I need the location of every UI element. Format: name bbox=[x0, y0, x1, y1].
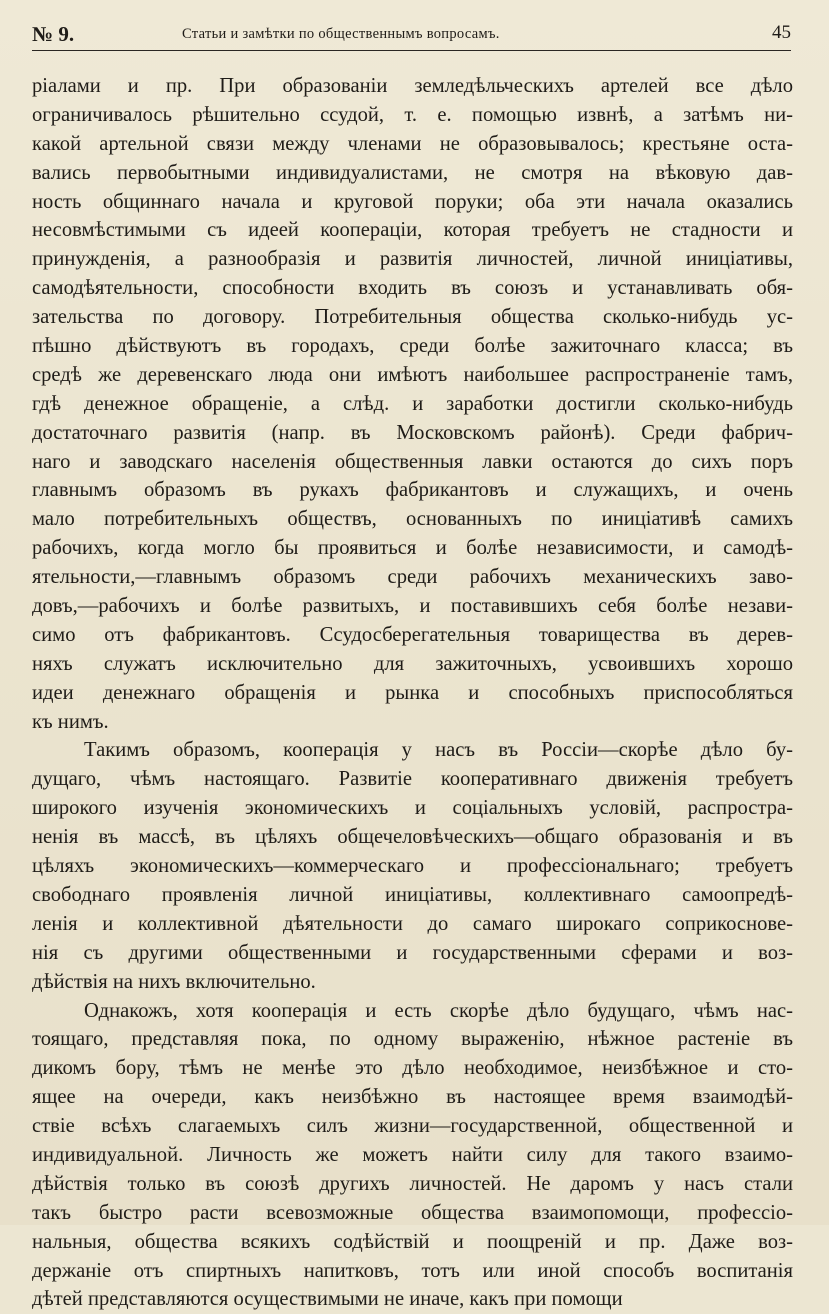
text-line: ность общиннаго начала и круговой поруки; оба эти начала оказались bbox=[32, 188, 793, 217]
text-line: несовмѣстимыми съ идеей кооперацiи, которая требуетъ не стадности и bbox=[32, 216, 793, 245]
text-line: нальныя, общества всякихъ содѣйствій и поощреній и пр. Даже воз- bbox=[32, 1228, 793, 1257]
text-line: ятельности,—главнымъ образомъ среди рабочихъ механическихъ заво- bbox=[32, 563, 793, 592]
paragraph bbox=[32, 736, 793, 996]
text-line: зательства по договору. Потребительныя общества сколько-нибудь ус- bbox=[32, 303, 793, 332]
text-line: ненія въ массѣ, въ цѣляхъ общечеловѣческихъ—общаго образованія и въ bbox=[32, 823, 793, 852]
text-line: идеи денежнаго обращенія и рынка и способныхъ приспособляться bbox=[32, 679, 793, 708]
text-line: широкого изученія экономическихъ и соціальныхъ условій, распростра- bbox=[32, 794, 793, 823]
paragraph bbox=[32, 997, 793, 1314]
text-line: довъ,—рабочихъ и болѣе развитыхъ, и поставившихъ себя болѣе незави- bbox=[32, 592, 793, 621]
text-line: тоящаго, представляя пока, по одному выраженію, нѣжное растеніе въ bbox=[32, 1025, 793, 1054]
text-line: Однакожъ, хотя кооперація и есть скорѣе дѣло будущаго, чѣмъ нас- bbox=[32, 997, 793, 1026]
text-line: дѣйствія только въ союзѣ другихъ личностей. Не даромъ у насъ стали bbox=[32, 1170, 793, 1199]
text-line: какой артельной связи между членами не образовывалось; крестьяне оста- bbox=[32, 130, 793, 159]
text-line: такъ быстро расти всевозможные общества взаимопомощи, профессіо- bbox=[32, 1199, 793, 1228]
text-line: ствіе всѣхъ слагаемыхъ силъ жизни—государственной, общественной и bbox=[32, 1112, 793, 1141]
text-line: дущаго, чѣмъ настоящаго. Развитіе кооперативнаго движенія требуетъ bbox=[32, 765, 793, 794]
text-line: цѣляхъ экономическихъ—коммерческаго и профессіональнаго; требуетъ bbox=[32, 852, 793, 881]
text-line: рабочихъ, когда могло бы проявиться и болѣе независимости, и самодѣ- bbox=[32, 534, 793, 563]
text-line: средѣ же деревенскаго люда они имѣютъ наибольшее распространеніе тамъ, bbox=[32, 361, 793, 390]
text-line: ріалами и пр. При образованіи земледѣльческихъ артелей все дѣло bbox=[32, 72, 793, 101]
text-line: мало потребительныхъ обществъ, основанныхъ по иниціативѣ самихъ bbox=[32, 505, 793, 534]
text-line: принужденія, а разнообразія и развитія личностей, личной иниціативы, bbox=[32, 245, 793, 274]
text-line: дикомъ бору, тѣмъ не менѣе это дѣло необходимое, неизбѣжное и сто- bbox=[32, 1054, 793, 1083]
text-line: ящее на очереди, какъ неизбѣжно въ настоящее время взаимодѣй- bbox=[32, 1083, 793, 1112]
text-line: главнымъ образомъ въ рукахъ фабрикантовъ и служащихъ, и очень bbox=[32, 476, 793, 505]
page-number: 45 bbox=[772, 22, 791, 44]
issue-number: № 9. bbox=[32, 22, 74, 47]
running-title: Статьи и замѣтки по общественнымъ вопросамъ. bbox=[182, 26, 500, 43]
running-header bbox=[32, 20, 791, 51]
paragraph bbox=[32, 72, 793, 736]
text-line: нія съ другими общественными и государственными сферами и воз- bbox=[32, 939, 793, 968]
text-line: симо отъ фабрикантовъ. Ссудосберегательныя товарищества въ дерев- bbox=[32, 621, 793, 650]
text-line: держаніе отъ спиртныхъ напитковъ, тотъ или иной способъ воспитанія bbox=[32, 1257, 793, 1286]
text-line: ограничивалось рѣшительно ссудой, т. е. помощью извнѣ, а затѣмъ ни- bbox=[32, 101, 793, 130]
text-line: дѣтей представляются осуществимыми не иначе, какъ при помощи bbox=[32, 1285, 793, 1314]
text-line: пѣшно дѣйствуютъ въ городахъ, среди болѣе зажиточнаго класса; въ bbox=[32, 332, 793, 361]
body-text bbox=[32, 72, 793, 1314]
text-line: наго и заводскаго населенія общественныя лавки остаются до сихъ поръ bbox=[32, 448, 793, 477]
text-line: вались первобытными индивидуалистами, не смотря на вѣковую дав- bbox=[32, 159, 793, 188]
text-line: индивидуальной. Личность же можетъ найти силу для такого взаимо- bbox=[32, 1141, 793, 1170]
text-line: гдѣ денежное обращеніе, а слѣд. и заработки достигли сколько-нибудь bbox=[32, 390, 793, 419]
text-line: Такимъ образомъ, кооперація у насъ въ Россіи—скорѣе дѣло бу- bbox=[32, 736, 793, 765]
text-line: ленія и коллективной дѣятельности до самаго широкаго соприкоснове- bbox=[32, 910, 793, 939]
text-line: дѣйствія на нихъ включительно. bbox=[32, 968, 793, 997]
text-line: свободнаго проявленія личной иниціативы, коллективнаго самоопредѣ- bbox=[32, 881, 793, 910]
text-line: няхъ служатъ исключительно для зажиточныхъ, усвоившихъ хорошо bbox=[32, 650, 793, 679]
text-line: достаточнаго развитія (напр. въ Московскомъ районѣ). Среди фабрич- bbox=[32, 419, 793, 448]
text-line: къ нимъ. bbox=[32, 708, 793, 737]
text-line: самодѣятельности, способности входить въ союзъ и устанавливать обя- bbox=[32, 274, 793, 303]
